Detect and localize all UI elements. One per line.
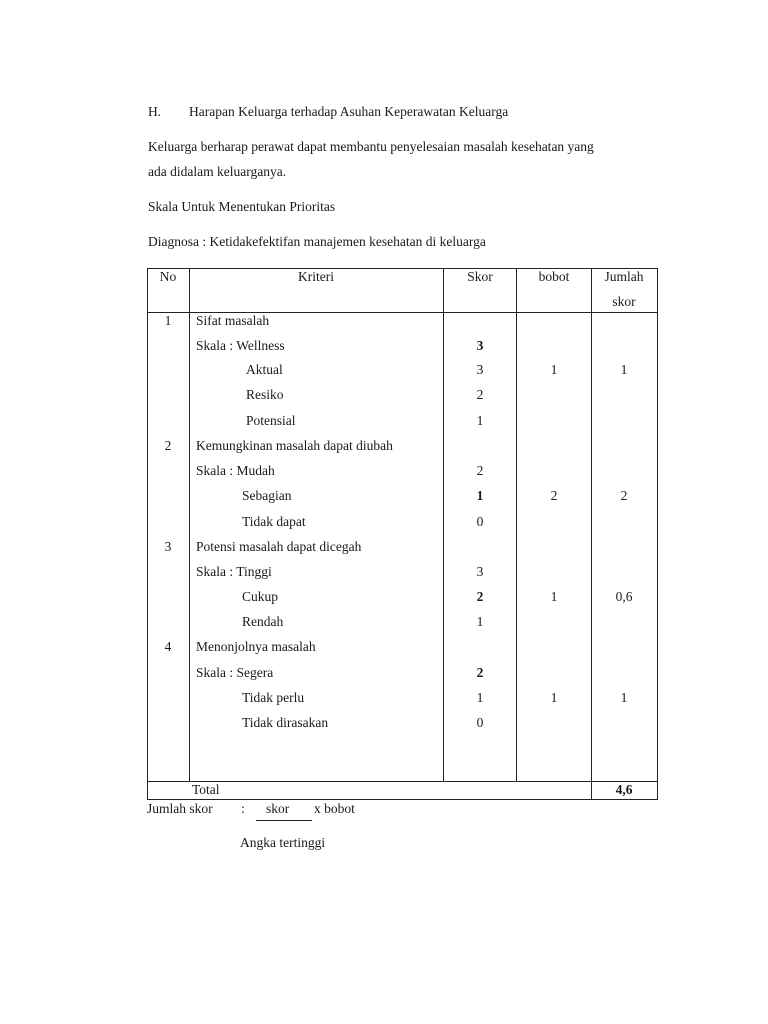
row-1-skala-score: 3	[476, 338, 484, 353]
col-divider-skor	[516, 268, 517, 781]
header-jumlah-skor: skor	[612, 294, 636, 309]
row-2-skala: Skala : Mudah	[196, 463, 275, 478]
row-3-jumlah: 0,6	[615, 589, 633, 604]
row-4-option-1: Tidak perlu	[242, 690, 305, 705]
row-2-option-2: Tidak dapat	[242, 514, 306, 529]
row-4-jumlah: 1	[620, 690, 628, 705]
section-title: Harapan Keluarga terhadap Asuhan Keperawatan Keluarga	[189, 104, 509, 119]
header-skor: Skor	[467, 269, 493, 284]
row-3-option-1: Cukup	[242, 589, 279, 604]
col-divider-bobot	[591, 268, 592, 800]
col-divider-kriteri	[443, 268, 444, 781]
row-3-no: 3	[164, 539, 172, 554]
row-3-skala: Skala : Tinggi	[196, 564, 272, 579]
formula-colon: :	[241, 801, 245, 816]
row-3-skala-score: 3	[476, 564, 484, 579]
row-2-skala-score: 2	[476, 463, 484, 478]
total-label: Total	[192, 782, 220, 797]
row-1-no: 1	[164, 313, 172, 328]
row-1-title: Sifat masalah	[196, 313, 270, 328]
row-2-option-2-score: 0	[476, 514, 484, 529]
row-1-option-1-score: 3	[476, 362, 484, 377]
formula-denominator: Angka tertinggi	[240, 835, 326, 850]
row-3-option-1-score: 2	[476, 589, 484, 604]
row-3-title: Potensi masalah dapat dicegah	[196, 539, 362, 554]
header-bobot: bobot	[538, 269, 570, 284]
table-left-border	[147, 268, 148, 800]
row-4-option-2-score: 0	[476, 715, 484, 730]
row-1-bobot: 1	[550, 362, 558, 377]
row-2-title: Kemungkinan masalah dapat diubah	[196, 438, 393, 453]
scale-title: Skala Untuk Menentukan Prioritas	[148, 199, 336, 214]
formula-fraction-bar	[256, 820, 312, 821]
row-3-option-2-score: 1	[476, 614, 484, 629]
row-2-bobot: 2	[550, 488, 558, 503]
row-4-bobot: 1	[550, 690, 558, 705]
header-jumlah: Jumlah	[604, 269, 644, 284]
paragraph-line-1: Keluarga berharap perawat dapat membantu penyelesaian masalah kesehatan yang	[148, 139, 594, 154]
row-1-option-3: Potensial	[246, 413, 296, 428]
row-3-option-2: Rendah	[242, 614, 284, 629]
paragraph-line-2: ada didalam keluarganya.	[148, 164, 287, 179]
table-bottom-border	[147, 799, 658, 800]
row-3-bobot: 1	[550, 589, 558, 604]
row-1-jumlah: 1	[620, 362, 628, 377]
col-divider-no	[189, 268, 190, 781]
row-2-option-1-score: 1	[476, 488, 484, 503]
row-2-option-1: Sebagian	[242, 488, 292, 503]
row-4-option-2: Tidak dirasakan	[242, 715, 329, 730]
row-1-option-1: Aktual	[246, 362, 283, 377]
row-4-no: 4	[164, 639, 172, 654]
section-letter: H.	[148, 104, 162, 119]
row-4-skala-score: 2	[476, 665, 484, 680]
header-kriteri: Kriteri	[298, 269, 334, 284]
table-total-top-border	[147, 781, 658, 782]
row-4-title: Menonjolnya masalah	[196, 639, 316, 654]
row-4-option-1-score: 1	[476, 690, 484, 705]
row-4-skala: Skala : Segera	[196, 665, 274, 680]
formula-times-bobot: x bobot	[314, 801, 355, 816]
table-right-border	[657, 268, 658, 800]
row-2-no: 2	[164, 438, 172, 453]
header-no: No	[159, 269, 177, 284]
row-2-jumlah: 2	[620, 488, 628, 503]
formula-numerator: skor	[266, 801, 290, 816]
row-1-option-2: Resiko	[246, 387, 284, 402]
row-1-option-2-score: 2	[476, 387, 484, 402]
diagnosis-line: Diagnosa : Ketidakefektifan manajemen kesehatan di keluarga	[148, 234, 486, 249]
total-value: 4,6	[615, 782, 633, 797]
row-1-option-3-score: 1	[476, 413, 484, 428]
formula-label: Jumlah skor	[147, 801, 213, 816]
row-1-skala: Skala : Wellness	[196, 338, 285, 353]
table-top-border	[147, 268, 658, 269]
